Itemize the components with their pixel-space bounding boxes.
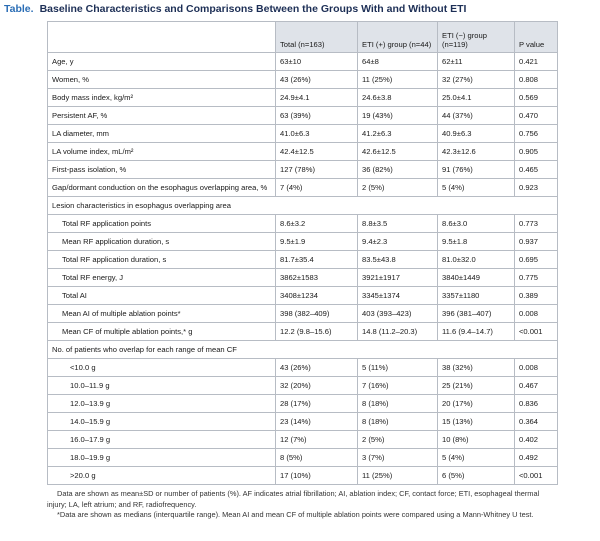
eti-negative-value: 42.3±12.6 [438, 143, 515, 161]
table-row [48, 413, 558, 431]
p-value: 0.905 [515, 143, 558, 161]
footnote-abbreviations: Data are shown as mean±SD or number of patients (%). AF indicates atrial fibrillation; AI, ablation index; CF, contact force; ETI, esophageal thermal injury; LA, left atrium; and RF, radiofrequency. [47, 489, 540, 509]
table-footnotes [47, 489, 557, 521]
eti-positive-value: 8 (18%) [358, 413, 438, 431]
header-eti-negative: ETI (−) group (n=119) [438, 22, 515, 53]
eti-negative-value: 25.0±4.1 [438, 89, 515, 107]
eti-positive-value: 24.6±3.8 [358, 89, 438, 107]
row-label: Age, y [48, 53, 276, 71]
eti-negative-value: 91 (76%) [438, 161, 515, 179]
eti-positive-value: 19 (43%) [358, 107, 438, 125]
table-row [48, 269, 558, 287]
footnote-medians: *Data are shown as medians (interquartile range). Mean AI and mean CF of multiple ablation points were compared using a Mann-Whitney U test. [57, 510, 534, 520]
table-title [4, 3, 466, 15]
table-row [48, 161, 558, 179]
eti-positive-value: 41.2±6.3 [358, 125, 438, 143]
eti-negative-value: 8.6±3.0 [438, 215, 515, 233]
eti-positive-value: 3 (7%) [358, 449, 438, 467]
section-row [48, 197, 558, 215]
eti-positive-value: 9.4±2.3 [358, 233, 438, 251]
p-value: 0.008 [515, 305, 558, 323]
row-label: Total RF energy, J [48, 269, 276, 287]
table-row [48, 215, 558, 233]
total-value: 9.5±1.9 [276, 233, 358, 251]
p-value: 0.808 [515, 71, 558, 89]
total-value: 24.9±4.1 [276, 89, 358, 107]
eti-negative-value: 15 (13%) [438, 413, 515, 431]
row-label: <10.0 g [48, 359, 276, 377]
total-value: 32 (20%) [276, 377, 358, 395]
eti-negative-value: 10 (8%) [438, 431, 515, 449]
row-label: Total RF application duration, s [48, 251, 276, 269]
row-label: Mean RF application duration, s [48, 233, 276, 251]
row-label: Women, % [48, 71, 276, 89]
row-label: First-pass isolation, % [48, 161, 276, 179]
table-row [48, 233, 558, 251]
header-eti-positive: ETI (+) group (n=44) [358, 22, 438, 53]
row-label: Total RF application points [48, 215, 276, 233]
row-label: Persistent AF, % [48, 107, 276, 125]
table-row [48, 395, 558, 413]
eti-negative-value: 81.0±32.0 [438, 251, 515, 269]
table-row [48, 449, 558, 467]
eti-positive-value: 36 (82%) [358, 161, 438, 179]
p-value: 0.775 [515, 269, 558, 287]
row-label: LA volume index, mL/m² [48, 143, 276, 161]
total-value: 17 (10%) [276, 467, 358, 485]
total-value: 63 (39%) [276, 107, 358, 125]
eti-positive-value: 3921±1917 [358, 269, 438, 287]
eti-positive-value: 2 (5%) [358, 431, 438, 449]
eti-negative-value: 38 (32%) [438, 359, 515, 377]
table-row [48, 287, 558, 305]
row-label: Mean CF of multiple ablation points,* g [48, 323, 276, 341]
total-value: 42.4±12.5 [276, 143, 358, 161]
total-value: 12.2 (9.8–15.6) [276, 323, 358, 341]
table-label: Table. [4, 3, 34, 15]
total-value: 398 (382–409) [276, 305, 358, 323]
eti-positive-value: 2 (5%) [358, 179, 438, 197]
p-value: <0.001 [515, 467, 558, 485]
eti-negative-value: 40.9±6.3 [438, 125, 515, 143]
row-label: 10.0–11.9 g [48, 377, 276, 395]
eti-negative-value: 3357±1180 [438, 287, 515, 305]
eti-positive-value: 7 (16%) [358, 377, 438, 395]
table-row [48, 467, 558, 485]
p-value: 0.008 [515, 359, 558, 377]
table-row [48, 251, 558, 269]
table-row [48, 107, 558, 125]
eti-negative-value: 3840±1449 [438, 269, 515, 287]
p-value: 0.402 [515, 431, 558, 449]
p-value: <0.001 [515, 323, 558, 341]
eti-positive-value: 403 (393–423) [358, 305, 438, 323]
total-value: 43 (26%) [276, 71, 358, 89]
total-value: 63±10 [276, 53, 358, 71]
row-label: 12.0–13.9 g [48, 395, 276, 413]
total-value: 7 (4%) [276, 179, 358, 197]
eti-positive-value: 11 (25%) [358, 467, 438, 485]
eti-negative-value: 44 (37%) [438, 107, 515, 125]
total-value: 3408±1234 [276, 287, 358, 305]
eti-positive-value: 11 (25%) [358, 71, 438, 89]
eti-positive-value: 83.5±43.8 [358, 251, 438, 269]
p-value: 0.756 [515, 125, 558, 143]
p-value: 0.923 [515, 179, 558, 197]
table-row [48, 377, 558, 395]
section-lesion-characteristics: Lesion characteristics in esophagus overlapping area [48, 197, 558, 215]
eti-positive-value: 8 (18%) [358, 395, 438, 413]
header-cell-empty [48, 22, 276, 53]
total-value: 12 (7%) [276, 431, 358, 449]
row-label: 14.0–15.9 g [48, 413, 276, 431]
row-label: >20.0 g [48, 467, 276, 485]
table-row [48, 89, 558, 107]
eti-negative-value: 5 (4%) [438, 449, 515, 467]
p-value: 0.364 [515, 413, 558, 431]
row-label: Total AI [48, 287, 276, 305]
total-value: 28 (17%) [276, 395, 358, 413]
eti-negative-value: 32 (27%) [438, 71, 515, 89]
p-value: 0.937 [515, 233, 558, 251]
eti-positive-value: 3345±1374 [358, 287, 438, 305]
total-value: 127 (78%) [276, 161, 358, 179]
eti-positive-value: 8.8±3.5 [358, 215, 438, 233]
p-value: 0.773 [515, 215, 558, 233]
table-row [48, 179, 558, 197]
table-row [48, 431, 558, 449]
p-value: 0.836 [515, 395, 558, 413]
total-value: 8 (5%) [276, 449, 358, 467]
table-row [48, 53, 558, 71]
p-value: 0.467 [515, 377, 558, 395]
total-value: 43 (26%) [276, 359, 358, 377]
p-value: 0.470 [515, 107, 558, 125]
header-p-value: P value [515, 22, 558, 53]
eti-positive-value: 14.8 (11.2–20.3) [358, 323, 438, 341]
p-value: 0.492 [515, 449, 558, 467]
eti-negative-value: 396 (381–407) [438, 305, 515, 323]
table-body [48, 53, 558, 485]
p-value: 0.389 [515, 287, 558, 305]
eti-negative-value: 25 (21%) [438, 377, 515, 395]
row-label: Gap/dormant conduction on the esophagus overlapping area, % [48, 179, 276, 197]
row-label: LA diameter, mm [48, 125, 276, 143]
total-value: 23 (14%) [276, 413, 358, 431]
eti-positive-value: 5 (11%) [358, 359, 438, 377]
eti-negative-value: 9.5±1.8 [438, 233, 515, 251]
row-label: 18.0–19.9 g [48, 449, 276, 467]
section-cf-ranges: No. of patients who overlap for each range of mean CF [48, 341, 558, 359]
eti-negative-value: 6 (5%) [438, 467, 515, 485]
row-label: Mean AI of multiple ablation points* [48, 305, 276, 323]
eti-negative-value: 5 (4%) [438, 179, 515, 197]
eti-negative-value: 62±11 [438, 53, 515, 71]
eti-positive-value: 42.6±12.5 [358, 143, 438, 161]
eti-negative-value: 20 (17%) [438, 395, 515, 413]
total-value: 3862±1583 [276, 269, 358, 287]
table-row [48, 71, 558, 89]
table-row [48, 143, 558, 161]
total-value: 81.7±35.4 [276, 251, 358, 269]
p-value: 0.465 [515, 161, 558, 179]
row-label: Body mass index, kg/m² [48, 89, 276, 107]
table-row [48, 359, 558, 377]
table-row [48, 305, 558, 323]
baseline-characteristics-table [47, 21, 558, 485]
eti-positive-value: 64±8 [358, 53, 438, 71]
eti-negative-value: 11.6 (9.4–14.7) [438, 323, 515, 341]
total-value: 41.0±6.3 [276, 125, 358, 143]
section-row [48, 341, 558, 359]
total-value: 8.6±3.2 [276, 215, 358, 233]
p-value: 0.569 [515, 89, 558, 107]
table-row [48, 323, 558, 341]
p-value: 0.421 [515, 53, 558, 71]
row-label: 16.0–17.9 g [48, 431, 276, 449]
p-value: 0.695 [515, 251, 558, 269]
header-row [48, 22, 558, 53]
table-row [48, 125, 558, 143]
table-caption: Baseline Characteristics and Comparisons Between the Groups With and Without ETI [39, 3, 467, 15]
header-total: Total (n=163) [276, 22, 358, 53]
